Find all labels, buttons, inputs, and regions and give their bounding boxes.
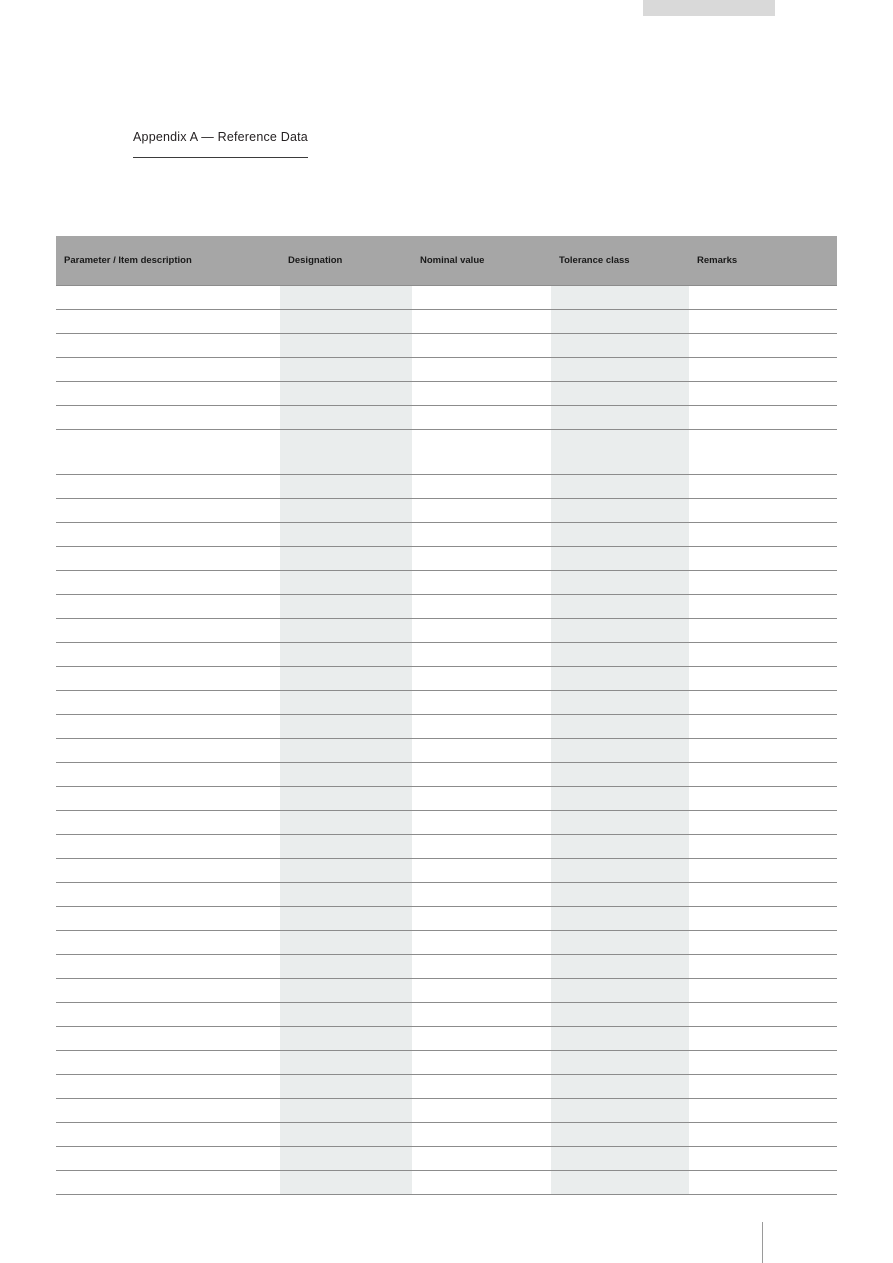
table-cell bbox=[412, 1027, 551, 1051]
table-cell bbox=[551, 715, 689, 739]
table-row bbox=[56, 571, 837, 595]
table-cell bbox=[56, 715, 280, 739]
table-header bbox=[56, 236, 837, 286]
table-cell bbox=[56, 667, 280, 691]
table-cell bbox=[280, 907, 412, 931]
table-cell bbox=[412, 406, 551, 430]
table-cell bbox=[551, 811, 689, 835]
table-row bbox=[56, 931, 837, 955]
table-cell bbox=[56, 475, 280, 499]
table-cell bbox=[56, 358, 280, 382]
table-cell bbox=[412, 1003, 551, 1027]
table-cell bbox=[56, 310, 280, 334]
table-row bbox=[56, 691, 837, 715]
table-row bbox=[56, 787, 837, 811]
table-cell bbox=[412, 595, 551, 619]
table-cell bbox=[56, 1171, 280, 1195]
table-cell bbox=[56, 931, 280, 955]
section-title: Appendix A — Reference Data bbox=[133, 130, 308, 144]
table-cell bbox=[689, 1171, 837, 1195]
table-cell bbox=[412, 883, 551, 907]
table-cell bbox=[280, 595, 412, 619]
table-cell bbox=[412, 430, 551, 475]
table-cell bbox=[551, 1051, 689, 1075]
table-cell bbox=[280, 619, 412, 643]
table-cell bbox=[56, 406, 280, 430]
table-cell bbox=[280, 571, 412, 595]
table-cell bbox=[551, 382, 689, 406]
table-cell bbox=[551, 430, 689, 475]
table-cell bbox=[280, 931, 412, 955]
table-row bbox=[56, 1027, 837, 1051]
table-cell bbox=[280, 1027, 412, 1051]
table-cell bbox=[412, 475, 551, 499]
table-cell bbox=[551, 334, 689, 358]
table-row bbox=[56, 979, 837, 1003]
column-header-3: Tolerance class bbox=[551, 236, 689, 286]
table-cell bbox=[412, 931, 551, 955]
table-cell bbox=[280, 310, 412, 334]
table-cell bbox=[689, 499, 837, 523]
table-cell bbox=[280, 715, 412, 739]
table-cell bbox=[412, 334, 551, 358]
table-row bbox=[56, 907, 837, 931]
table-row bbox=[56, 286, 837, 310]
table-cell bbox=[551, 955, 689, 979]
table-body bbox=[56, 286, 837, 1195]
header-tab bbox=[643, 0, 775, 16]
table-cell bbox=[551, 475, 689, 499]
table-cell bbox=[689, 739, 837, 763]
table-cell bbox=[56, 811, 280, 835]
table-row bbox=[56, 763, 837, 787]
table-row bbox=[56, 430, 837, 475]
table-cell bbox=[551, 667, 689, 691]
table-cell bbox=[412, 715, 551, 739]
table-cell bbox=[412, 739, 551, 763]
table-cell bbox=[551, 358, 689, 382]
table-row bbox=[56, 643, 837, 667]
table-cell bbox=[280, 1123, 412, 1147]
table-cell bbox=[689, 931, 837, 955]
table-cell bbox=[689, 643, 837, 667]
table-cell bbox=[280, 739, 412, 763]
table-cell bbox=[56, 691, 280, 715]
table-cell bbox=[689, 310, 837, 334]
table-cell bbox=[551, 739, 689, 763]
table-cell bbox=[56, 979, 280, 1003]
table-cell bbox=[551, 907, 689, 931]
column-header-1: Designation bbox=[280, 236, 412, 286]
table-cell bbox=[280, 667, 412, 691]
table-cell bbox=[689, 859, 837, 883]
table-cell bbox=[551, 619, 689, 643]
table-cell bbox=[280, 835, 412, 859]
table-cell bbox=[689, 979, 837, 1003]
table-cell bbox=[551, 691, 689, 715]
table-cell bbox=[412, 763, 551, 787]
column-header-2: Nominal value bbox=[412, 236, 551, 286]
table-cell bbox=[412, 310, 551, 334]
table-cell bbox=[280, 382, 412, 406]
table-row bbox=[56, 955, 837, 979]
table-cell bbox=[56, 739, 280, 763]
table-cell bbox=[689, 1051, 837, 1075]
table-cell bbox=[56, 547, 280, 571]
table-cell bbox=[689, 1123, 837, 1147]
table-cell bbox=[280, 883, 412, 907]
table-cell bbox=[412, 619, 551, 643]
table-cell bbox=[56, 1099, 280, 1123]
table-row bbox=[56, 499, 837, 523]
table-cell bbox=[689, 1003, 837, 1027]
table-cell bbox=[412, 835, 551, 859]
table-cell bbox=[56, 907, 280, 931]
table-cell bbox=[551, 310, 689, 334]
table-cell bbox=[412, 979, 551, 1003]
table-row bbox=[56, 619, 837, 643]
table-cell bbox=[56, 1003, 280, 1027]
table-cell bbox=[56, 382, 280, 406]
table-cell bbox=[689, 286, 837, 310]
table-cell bbox=[689, 811, 837, 835]
table-cell bbox=[689, 619, 837, 643]
table-cell bbox=[551, 859, 689, 883]
table-row bbox=[56, 835, 837, 859]
table-cell bbox=[412, 643, 551, 667]
table-cell bbox=[280, 811, 412, 835]
table-row bbox=[56, 1099, 837, 1123]
table-cell bbox=[280, 1075, 412, 1099]
table-cell bbox=[280, 979, 412, 1003]
table-cell bbox=[551, 787, 689, 811]
table-cell bbox=[412, 547, 551, 571]
table-cell bbox=[689, 1147, 837, 1171]
table-cell bbox=[56, 787, 280, 811]
table-cell bbox=[412, 1123, 551, 1147]
table-cell bbox=[56, 286, 280, 310]
table-row bbox=[56, 310, 837, 334]
table-cell bbox=[689, 571, 837, 595]
table-cell bbox=[56, 835, 280, 859]
table-row bbox=[56, 715, 837, 739]
table-row bbox=[56, 1051, 837, 1075]
table-cell bbox=[280, 643, 412, 667]
table-row bbox=[56, 358, 837, 382]
table-cell bbox=[56, 955, 280, 979]
table-cell bbox=[280, 547, 412, 571]
table-cell bbox=[551, 286, 689, 310]
table-cell bbox=[412, 955, 551, 979]
table-row bbox=[56, 547, 837, 571]
table-cell bbox=[551, 1147, 689, 1171]
table-cell bbox=[551, 835, 689, 859]
table-cell bbox=[689, 1075, 837, 1099]
table-row bbox=[56, 859, 837, 883]
table-cell bbox=[280, 430, 412, 475]
table-cell bbox=[689, 547, 837, 571]
table-cell bbox=[412, 907, 551, 931]
table-cell bbox=[56, 883, 280, 907]
table-cell bbox=[412, 1051, 551, 1075]
table-cell bbox=[551, 499, 689, 523]
table-cell bbox=[689, 523, 837, 547]
table-row bbox=[56, 382, 837, 406]
table-cell bbox=[280, 955, 412, 979]
table-cell bbox=[689, 358, 837, 382]
table-cell bbox=[280, 1099, 412, 1123]
table-cell bbox=[412, 382, 551, 406]
table-cell bbox=[689, 382, 837, 406]
table-cell bbox=[689, 667, 837, 691]
table-cell bbox=[412, 667, 551, 691]
table-cell bbox=[689, 715, 837, 739]
table-cell bbox=[56, 571, 280, 595]
table-row bbox=[56, 1075, 837, 1099]
table-cell bbox=[551, 595, 689, 619]
table-cell bbox=[412, 691, 551, 715]
table-cell bbox=[56, 1123, 280, 1147]
table-cell bbox=[280, 1171, 412, 1195]
column-header-0: Parameter / Item description bbox=[56, 236, 280, 286]
table-cell bbox=[689, 763, 837, 787]
table-cell bbox=[56, 859, 280, 883]
table-cell bbox=[551, 1123, 689, 1147]
table-cell bbox=[551, 643, 689, 667]
table-cell bbox=[551, 406, 689, 430]
table-row bbox=[56, 406, 837, 430]
table-cell bbox=[56, 1147, 280, 1171]
table-cell bbox=[551, 1171, 689, 1195]
table-header-row bbox=[56, 236, 837, 286]
table-cell bbox=[280, 859, 412, 883]
table-cell bbox=[412, 859, 551, 883]
table-cell bbox=[551, 523, 689, 547]
footer-rule bbox=[762, 1222, 763, 1263]
table-cell bbox=[551, 1099, 689, 1123]
table-cell bbox=[280, 787, 412, 811]
table-cell bbox=[689, 1027, 837, 1051]
section-title-rule bbox=[133, 157, 308, 158]
table-cell bbox=[689, 691, 837, 715]
table-row bbox=[56, 475, 837, 499]
data-table-container bbox=[56, 236, 837, 1195]
table-cell bbox=[412, 787, 551, 811]
table-cell bbox=[551, 883, 689, 907]
table-cell bbox=[280, 499, 412, 523]
table-cell bbox=[56, 595, 280, 619]
table-cell bbox=[412, 811, 551, 835]
table-cell bbox=[56, 430, 280, 475]
table-cell bbox=[280, 286, 412, 310]
table-cell bbox=[280, 691, 412, 715]
table-cell bbox=[412, 358, 551, 382]
table-cell bbox=[551, 571, 689, 595]
table-cell bbox=[56, 1075, 280, 1099]
table-cell bbox=[280, 523, 412, 547]
table-row bbox=[56, 667, 837, 691]
table-row bbox=[56, 1171, 837, 1195]
table-cell bbox=[689, 907, 837, 931]
table-cell bbox=[280, 406, 412, 430]
table-cell bbox=[551, 1075, 689, 1099]
table-cell bbox=[280, 1147, 412, 1171]
table-cell bbox=[412, 499, 551, 523]
data-table bbox=[56, 236, 837, 1195]
table-cell bbox=[280, 1051, 412, 1075]
table-cell bbox=[551, 547, 689, 571]
table-cell bbox=[689, 787, 837, 811]
table-cell bbox=[689, 883, 837, 907]
table-cell bbox=[412, 286, 551, 310]
table-cell bbox=[56, 619, 280, 643]
table-cell bbox=[56, 1051, 280, 1075]
table-cell bbox=[56, 523, 280, 547]
table-cell bbox=[689, 430, 837, 475]
table-cell bbox=[412, 1099, 551, 1123]
table-cell bbox=[56, 499, 280, 523]
table-row bbox=[56, 811, 837, 835]
table-cell bbox=[551, 979, 689, 1003]
table-cell bbox=[412, 571, 551, 595]
table-cell bbox=[689, 595, 837, 619]
table-cell bbox=[689, 955, 837, 979]
table-cell bbox=[551, 763, 689, 787]
table-cell bbox=[689, 835, 837, 859]
table-row bbox=[56, 1147, 837, 1171]
table-row bbox=[56, 1003, 837, 1027]
table-cell bbox=[551, 1027, 689, 1051]
table-row bbox=[56, 1123, 837, 1147]
table-cell bbox=[280, 475, 412, 499]
table-cell bbox=[412, 1171, 551, 1195]
table-cell bbox=[689, 475, 837, 499]
table-cell bbox=[56, 643, 280, 667]
table-cell bbox=[551, 931, 689, 955]
table-cell bbox=[280, 1003, 412, 1027]
table-cell bbox=[551, 1003, 689, 1027]
table-cell bbox=[412, 523, 551, 547]
table-row bbox=[56, 595, 837, 619]
table-cell bbox=[412, 1147, 551, 1171]
table-cell bbox=[56, 763, 280, 787]
table-cell bbox=[689, 406, 837, 430]
table-row bbox=[56, 523, 837, 547]
table-row bbox=[56, 883, 837, 907]
table-cell bbox=[689, 334, 837, 358]
table-cell bbox=[280, 334, 412, 358]
table-row bbox=[56, 739, 837, 763]
table-cell bbox=[280, 358, 412, 382]
table-cell bbox=[689, 1099, 837, 1123]
table-cell bbox=[56, 1027, 280, 1051]
content-top-divider bbox=[0, 224, 893, 225]
table-cell bbox=[280, 763, 412, 787]
column-header-4: Remarks bbox=[689, 236, 837, 286]
table-cell bbox=[412, 1075, 551, 1099]
table-row bbox=[56, 334, 837, 358]
table-cell bbox=[56, 334, 280, 358]
